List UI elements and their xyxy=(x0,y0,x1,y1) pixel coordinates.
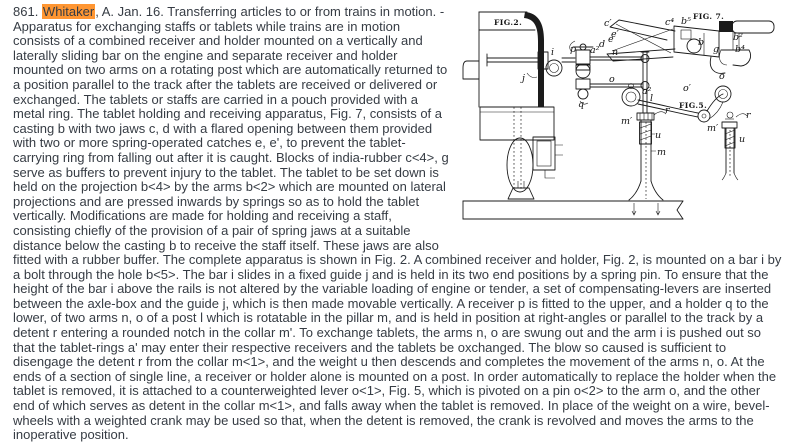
search-highlight: Whitaker xyxy=(42,4,95,19)
figure-label-b5: b⁵ xyxy=(681,16,691,27)
fig5-caption: FIG.5. xyxy=(679,101,708,110)
base-rail-drawing xyxy=(463,201,683,219)
figure-label-m-prime: m′ xyxy=(621,116,633,127)
figure-label-m: m xyxy=(657,147,667,158)
figure-label-p: p xyxy=(570,44,577,55)
figure-label-a2: a² xyxy=(590,45,600,56)
figure-label-c-prime: c′ xyxy=(604,18,612,29)
entry-body-text: , A. Jan. 16. Transferring articles to or from trains in motion. - Apparatus for exchanging staffs or tablets while trains are in motion consists of a combined receiver and holder mounted on a vertically and laterally sliding bar on the engine and separate receiver and holder mounted on two arms on a rotating post which are automatically returned to a position parallel to the track after the tablets are received or delivered or exchanged. The tablets or staffs are carried in a pouch provided with a metal ring. The tablet holding and receiving apparatus, Fig. 7, consists of a casting b with two jaws c, d with a flared opening between them provided with two or more spring-operated catches e, e', to prevent the tablet-carrying ring from falling out after it is caught. Blocks of india-rubber c<4>, g serve as buffers to prevent injury to the tablet. The tablet to be set down is held on the projection b<4> by the arms b<2> which are mounted on lateral projections and are pressed inwards by springs so as to hold the tablet vertically. Modifications are made for holding and receiving a staff, consisting chiefly of the provision of a pair of spring jaws at a suitable distance below the casting b to receive the staff itself. These jaws are also fitted with a rubber buffer. The complete apparatus is shown in Fig. 2. A combined receiver and holder, Fig. 2, is mounted on a bar i by a bolt through the hole b<5>. The bar i slides in a fixed guide j and is held in its two end positions by a spring pin. To ensure that the height of the bar i above the rails is not altered by the variable loading of engine or tender, a set of compensating-levers are inserted between the axle-box and the guide j, which is then made movable vertically. A receiver p is fitted to the upper, and a holder q to the lower, of two arms n, o of a post l which is rotatable in the pillar m, and is held in position at right-angles or parallel to the track by a detent r entering a rounded notch in the collar m'. To exchange tablets, the arms n, o are swung out and the arm i is pushed out so that the tablet-rings a' may enter their respective receivers and the tablets be oxchanged. The blow so caused is sufficient to disengage the detent r from the collar m<1>, and the weight u then descends and completes the movement of the arms n, o. At the ends of a section of single line, a receiver or holder alone is mounted on a post. In order automatically to replace the holder when the tablet is removed, it is attached to a counterweighted lever o<1>, Fig. 5, which is pivoted on a pin o<2> to the arm o, and the other end of which serves as detent in the collar m<1>, and falls away when the tablet is removed. In place of the weight on a wire, bevel-wheels with a weighted crank may be used so that, when the detent is removed, the crank is revolved and moves the arms to the inoperative position. xyxy=(13,4,782,443)
figure-label-b2: b² xyxy=(733,32,743,43)
figure-label-o-prime: o′ xyxy=(683,83,691,94)
figure-label-l: l xyxy=(650,93,654,104)
figure-label-b4: b⁴ xyxy=(735,44,745,55)
figure-label-d: d xyxy=(599,39,606,50)
figure-label-m-prime-fig5: m′ xyxy=(707,123,719,134)
fig7-caption: FIG. 7. xyxy=(693,12,725,21)
fig2-cab-drawing xyxy=(463,12,563,199)
figure-label-r: r xyxy=(665,105,670,116)
figure-label-q: q xyxy=(578,99,585,110)
figure-label-j: j xyxy=(522,73,525,84)
figure-label-b: b xyxy=(698,37,705,48)
patent-figure xyxy=(457,7,783,243)
figure-label-c4: c⁴ xyxy=(665,17,675,28)
figure-label-a2-fig5: a² xyxy=(642,86,652,97)
figure-label-e-prime: e′ xyxy=(611,29,619,40)
figure-label-g: g xyxy=(713,44,720,55)
figure-label-e: e xyxy=(608,34,614,45)
figure-label-i: i xyxy=(551,47,555,58)
figure-label-r-fig5: r xyxy=(746,110,751,121)
figure-label-o-fig5: o xyxy=(719,71,725,82)
arms-and-post-drawing xyxy=(590,52,649,113)
entry-number: 861. xyxy=(13,4,42,19)
figure-label-n: n xyxy=(612,47,619,58)
figure-label-u-fig5: u xyxy=(739,134,746,145)
fig2-caption: FIG.2. xyxy=(494,18,523,27)
figure-label-o: o xyxy=(609,74,615,85)
patent-figure-svg xyxy=(457,7,783,243)
figure-label-u: u xyxy=(655,130,662,141)
